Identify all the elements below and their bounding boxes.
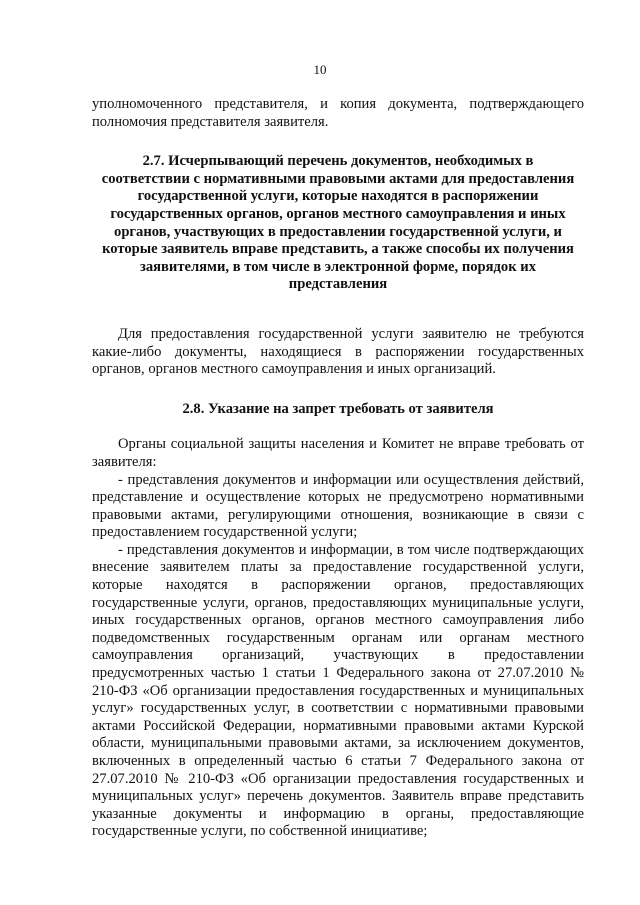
section-2-7-heading: 2.7. Исчерпывающий перечень документов, необходимых в соответствии с нормативными правовыми актами для предоставления государственной услуги, которые находятся в распоряжении государственных органов, органов местного самоуправления и иных органов, участвующих в предоставлении государственной услуги, и которые заявитель вправе представить, а также способы их получения заявителями, в том числе в электронной форме, порядок их представления: [101, 153, 575, 293]
section-2-8-heading: 2.8. Указание на запрет требовать от заявителя: [182, 400, 494, 417]
section-2-7-paragraph: Для предоставления государственной услуги заявителю не требуются какие-либо документы, находящиеся в распоряжении государственных органов, органов местного самоуправления и иных организаций.: [92, 325, 584, 378]
document-body: [92, 96, 584, 841]
page-number: 10: [313, 62, 327, 77]
prohibition-item-1: - представления документов и информации или осуществления действий, представление и осуществление которых не предусмотрено нормативными правовыми актами, регулирующими отношения, возникающие в связи с предоставлением государственной услуги;: [92, 471, 584, 541]
prohibition-item-2: - представления документов и информации, в том числе подтверждающих внесение заявителем платы за предоставление государственной услуги, которые находятся в распоряжении органов, предоставляющих государственные услуги, органов, предоставляющих муниципальные услуги, иных государственных органов, органов местного самоуправления либо подведомственных государственным органам или органам местного самоуправления организаций, участвующих в предоставлении предусмотренных частью 1 статьи 1 Федерального закона от 27.07.2010 № 210-ФЗ «Об организации предоставления государственных и муниципальных услуг» государственных услуг, в соответствии с нормативными правовыми актами Российской Федерации, нормативными правовыми актами Курской области, муниципальными правовыми актами, за исключением документов, включенных в определенный частью 6 статьи 7 Федерального закона от 27.07.2010 № 210-ФЗ «Об организации предоставления государственных и муниципальных услуг» перечень документов. Заявитель вправе представить указанные документы и информацию в органы, предоставляющие государственные услуги, по собственной инициативе;: [92, 541, 584, 840]
section-2-8-paragraph: Органы социальной защиты населения и Комитет не вправе требовать от заявителя:: [92, 436, 584, 470]
intro-text: уполномоченного представителя, и копия документа, подтверждающего полномочия представителя заявителя.: [92, 96, 584, 130]
